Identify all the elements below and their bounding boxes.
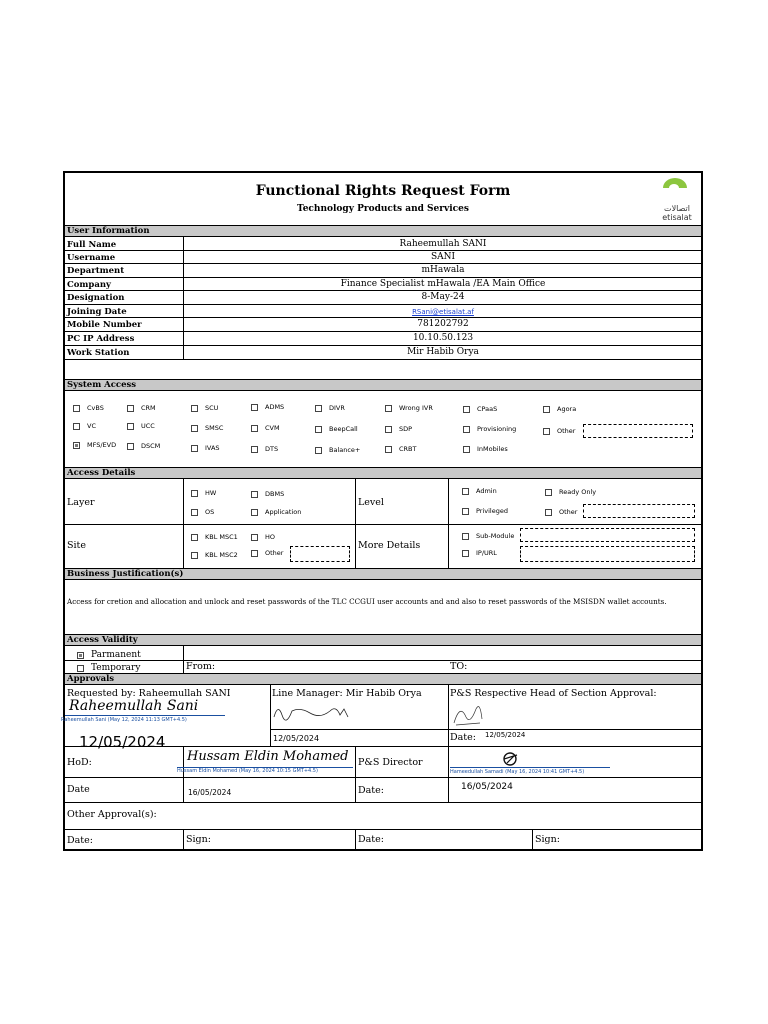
checkbox-ho[interactable]: HO xyxy=(251,533,275,541)
checkbox-mfs-evd[interactable]: MFS/EVD xyxy=(73,441,116,449)
line-manager-signature xyxy=(270,701,360,723)
radio-permanent[interactable]: Parmanent xyxy=(77,650,141,660)
director-date-label: Date: xyxy=(358,785,384,796)
checkbox-other-level[interactable]: Other xyxy=(545,508,577,516)
full-name-value: Raheemullah SANI xyxy=(399,239,487,249)
line-manager-date: 12/05/2024 xyxy=(273,734,320,743)
pc-ip-label: PC IP Address xyxy=(67,334,135,344)
access-validity-heading: Access Validity xyxy=(65,634,701,646)
checkbox-privileged[interactable]: Privileged xyxy=(462,507,508,515)
to-label: TO: xyxy=(450,661,468,672)
logo-arabic: اتصالات xyxy=(664,204,690,213)
ps-head-signature xyxy=(450,699,490,727)
ps-director-label: P&S Director xyxy=(358,757,423,768)
other-site-input[interactable] xyxy=(290,546,350,562)
checkbox-smsc[interactable]: SMSC xyxy=(191,424,223,432)
approvals-heading: Approvals xyxy=(65,673,701,685)
logo-text: etisalat xyxy=(662,213,692,222)
checkbox-other-system[interactable]: Other xyxy=(543,427,575,435)
access-details-heading: Access Details xyxy=(65,467,701,479)
director-signature xyxy=(495,749,525,769)
user-information-heading: User Information xyxy=(65,225,701,237)
signature-scribble-icon xyxy=(270,701,360,723)
request-form xyxy=(63,171,703,851)
checkbox-hw[interactable]: HW xyxy=(191,489,216,497)
checkbox-vc[interactable]: VC xyxy=(73,422,96,430)
email-link[interactable]: RSani@etisalat.af xyxy=(412,308,474,316)
final-date-2: Date: xyxy=(358,834,384,845)
business-justification-heading: Business Justification(s) xyxy=(65,568,701,580)
username-value: SANI xyxy=(430,252,456,262)
checkbox-dbms[interactable]: DBMS xyxy=(251,490,284,498)
checkbox-ready-only[interactable]: Ready Only xyxy=(545,488,596,496)
mobile-number-value: 781202792 xyxy=(417,319,469,329)
more-details-label: More Details xyxy=(358,540,421,551)
work-station-label: Work Station xyxy=(67,348,130,358)
other-level-input[interactable] xyxy=(583,504,695,518)
other-approvals-label: Other Approval(s): xyxy=(67,809,157,820)
designation-value: 8-May-24 xyxy=(421,292,465,302)
work-station-value: Mir Habib Orya xyxy=(407,347,479,357)
checkbox-crm[interactable]: CRM xyxy=(127,404,156,412)
director-date: 16/05/2024 xyxy=(461,782,513,792)
checkbox-sub-module[interactable]: Sub-Module xyxy=(462,532,514,540)
hod-stamp: Hussam Eldin Mohamed (May 16, 2024 10:15 GMT+4.5) xyxy=(177,768,318,774)
form-subtitle: Technology Products and Services xyxy=(297,204,469,214)
sub-module-input[interactable] xyxy=(520,528,695,542)
from-label: From: xyxy=(186,661,216,672)
full-name-label: Full Name xyxy=(67,240,117,250)
checkbox-other-site[interactable]: Other xyxy=(251,549,283,557)
checkbox-adms[interactable]: ADMS xyxy=(251,403,284,411)
checkbox-sdp[interactable]: SDP xyxy=(385,425,412,433)
department-value: mHawala xyxy=(421,265,465,275)
business-justification-text: Access for cretion and allocation and unlock and reset passwords of the TLC CCGUI user accounts and and also to reset passwords of the MSISDN wallet accounts. xyxy=(67,597,667,606)
final-date-1: Date: xyxy=(67,835,93,846)
requester-stamp: Raheemullah Sani (May 12, 2024 11:13 GMT+4.5) xyxy=(61,717,187,723)
form-title: Functional Rights Request Form xyxy=(255,183,511,199)
ip-url-input[interactable] xyxy=(520,546,695,562)
checkbox-provisioning[interactable]: Provisioning xyxy=(463,425,516,433)
requester-signature: Raheemullah Sani xyxy=(69,698,199,714)
checked-box[interactable] xyxy=(73,442,80,449)
department-label: Department xyxy=(67,266,125,276)
other-system-input[interactable] xyxy=(583,424,693,438)
company-label: Company xyxy=(67,280,111,290)
site-label: Site xyxy=(67,540,86,551)
request-date-big: 12/05/2024 xyxy=(79,733,166,751)
hod-signature: Hussam Eldin Mohamed xyxy=(187,749,349,764)
checkbox-kbl-msc2[interactable]: KBL MSC2 xyxy=(191,551,238,559)
checkbox-dts[interactable]: DTS xyxy=(251,445,278,453)
pc-ip-value: 10.10.50.123 xyxy=(412,333,474,343)
hod-date-label: Date xyxy=(67,784,90,795)
signature-scribble-icon xyxy=(450,699,490,727)
hod-date: 16/05/2024 xyxy=(188,788,232,797)
checkbox-wrong-ivr[interactable]: Wrong IVR xyxy=(385,404,433,412)
line-manager: Line Manager: Mir Habib Orya xyxy=(272,688,422,699)
checkbox-divr[interactable]: DIVR xyxy=(315,404,345,412)
checkbox-cpaas[interactable]: CPaaS xyxy=(463,405,497,413)
checkbox-beepcall[interactable]: BeepCall xyxy=(315,425,358,433)
checkbox-kbl-msc1[interactable]: KBL MSC1 xyxy=(191,533,238,541)
requested-by: Requested by: Raheemullah SANI xyxy=(67,688,231,699)
mobile-number-label: Mobile Number xyxy=(67,320,142,330)
checkbox-dscm[interactable]: DSCM xyxy=(127,442,160,450)
level-label: Level xyxy=(358,497,384,508)
checkbox-cvbs[interactable]: CvBS xyxy=(73,404,104,412)
checkbox-admin[interactable]: Admin xyxy=(462,487,497,495)
final-sign-1: Sign: xyxy=(186,834,211,845)
director-stamp: Hameedullah Samadi (May 16, 2024 10:41 GMT+4.5) xyxy=(450,769,585,775)
checkbox-balance-plus[interactable]: Balance+ xyxy=(315,446,360,454)
checkbox-application[interactable]: Application xyxy=(251,508,301,516)
final-sign-2: Sign: xyxy=(535,834,560,845)
checkbox-os[interactable]: OS xyxy=(191,508,214,516)
checkbox-box[interactable] xyxy=(73,405,80,412)
checkbox-ivas[interactable]: IVAS xyxy=(191,444,220,452)
checkbox-cvm[interactable]: CVM xyxy=(251,424,280,432)
checkbox-inmobiles[interactable]: InMobiles xyxy=(463,445,508,453)
checkbox-agora[interactable]: Agora xyxy=(543,405,576,413)
username-label: Username xyxy=(67,253,116,263)
etisalat-logo xyxy=(657,176,697,224)
layer-label: Layer xyxy=(67,497,95,508)
checkbox-scu[interactable]: SCU xyxy=(191,404,218,412)
signature-scribble-icon xyxy=(495,749,525,769)
company-value: Finance Specialist mHawala /EA Main Office xyxy=(340,279,546,289)
checkbox-crbt[interactable]: CRBT xyxy=(385,445,417,453)
radio-temporary[interactable]: Temporary xyxy=(77,663,140,673)
system-access-heading: System Access xyxy=(65,379,701,391)
ps-head-approval: P&S Respective Head of Section Approval: xyxy=(450,688,657,699)
ps-head-date-label: Date: xyxy=(450,732,476,743)
checkbox-ip-url[interactable]: IP/URL xyxy=(462,549,497,557)
checkbox-ucc[interactable]: UCC xyxy=(127,422,155,430)
joining-date-label: Joining Date xyxy=(67,307,127,317)
hod-label: HoD: xyxy=(67,757,92,768)
designation-label: Designation xyxy=(67,293,125,303)
etisalat-logo-icon xyxy=(657,176,697,200)
ps-head-date: 12/05/2024 xyxy=(485,731,526,739)
